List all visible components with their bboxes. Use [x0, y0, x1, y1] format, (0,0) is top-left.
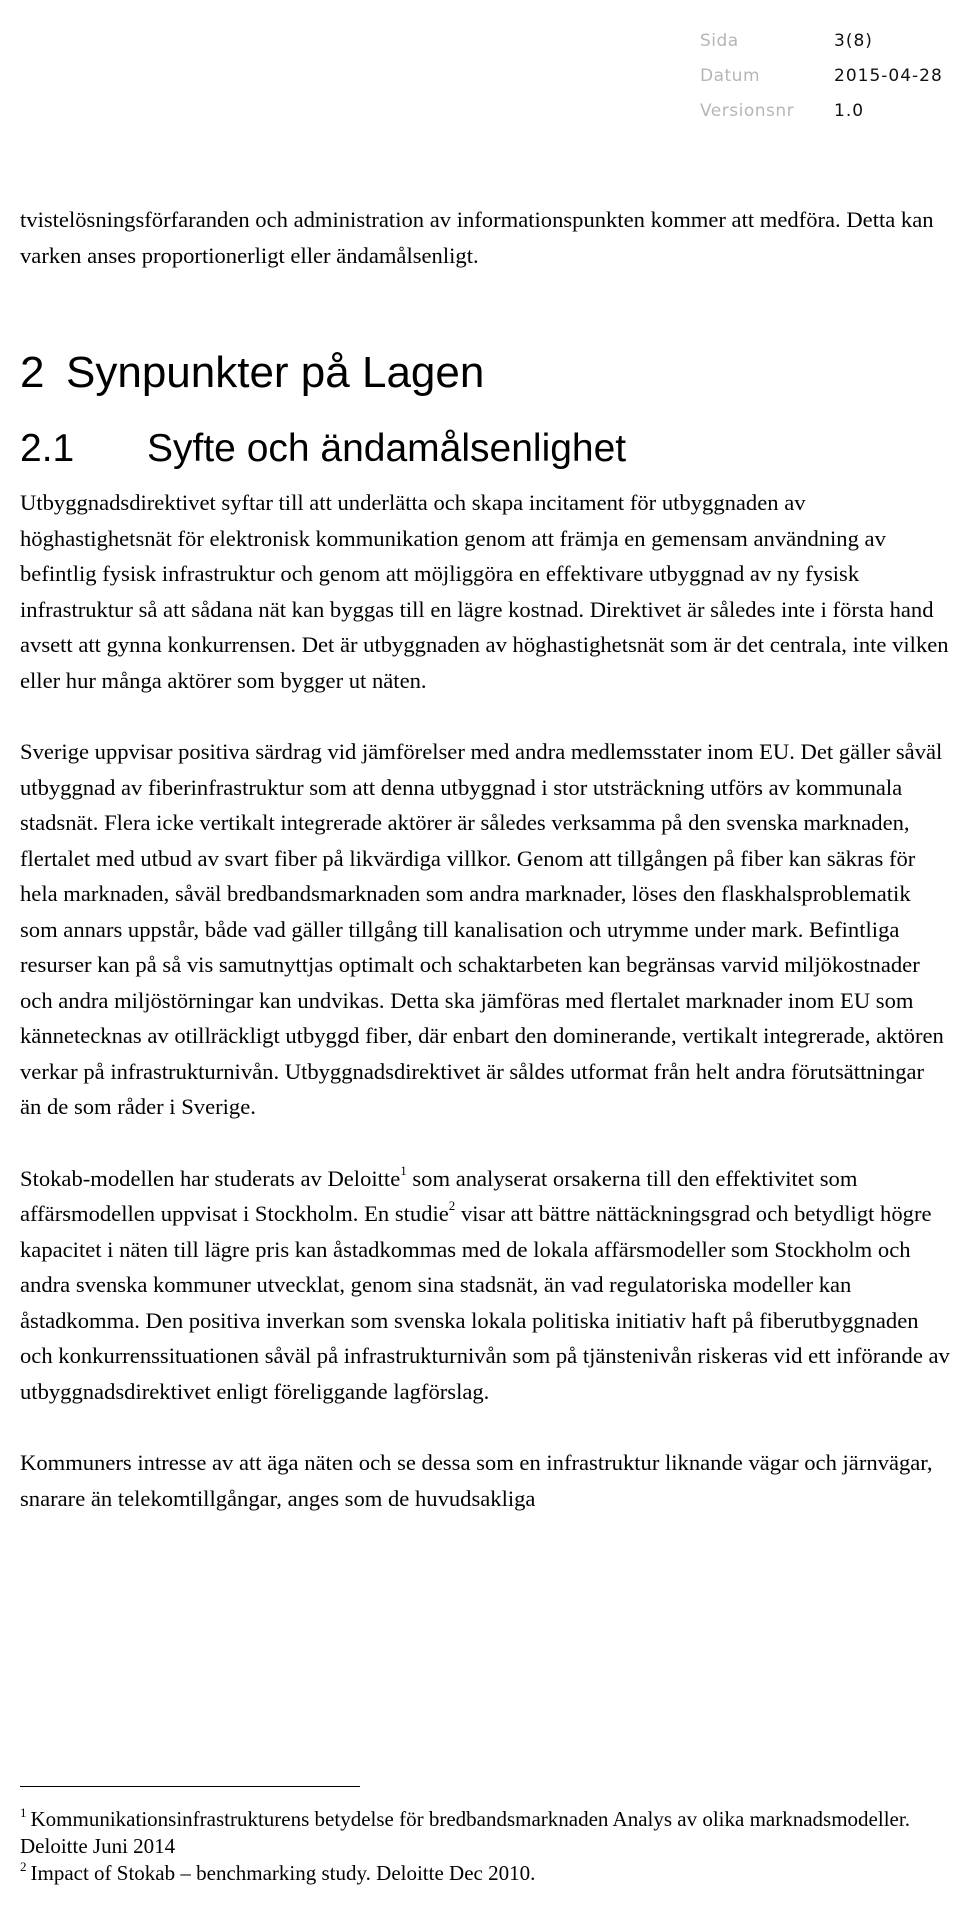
page-value: 3(8)	[834, 31, 873, 51]
paragraph-3-part-a: Stokab-modellen har studerats av Deloitte	[20, 1165, 401, 1191]
footnote-separator	[20, 1786, 360, 1787]
footnotes	[20, 1806, 950, 1887]
footnote-1-number: 1	[20, 1805, 27, 1820]
footnote-2	[20, 1860, 950, 1887]
page-number-row	[700, 24, 950, 59]
paragraph-4: Kommuners intresse av att äga näten och se dessa som en infrastruktur liknande vägar och järnvägar, snarare än telekomtillgångar, anges som de huvudsakliga	[20, 1450, 933, 1511]
version-row	[700, 94, 950, 129]
paragraph-3-part-c: visar att bättre nättäckningsgrad och betydligt högre kapacitet i näten till lägre pris kan åstadkommas med de lokala affärsmodeller som Stockholm och andra svenska kommuner utvecklat, genom sina stadsnät, än vad regulatoriska modeller kan åstadkomma. Den positiva inverkan som svenska lokala politiska initiativ haft på fiberutbyggnaden och konkurrenssituationen såväl på infrastrukturnivån som på tjänstenivån riskeras vid ett införande av utbyggnadsdirektivet enligt föreliggande lagförslag.	[20, 1201, 950, 1404]
footnote-ref-1: 1	[400, 1162, 407, 1178]
paragraph-2: Sverige uppvisar positiva särdrag vid jämförelser med andra medlemsstater inom EU. Det gäller såväl utbyggnad av fiberinfrastruktur som att denna utbyggnad i stor utsträckning utförs av kommunala stadsnät. Flera icke vertikalt integrerade aktörer är således verksamma på den svenska marknaden, flertalet med utbud av svart fiber på likvärdiga villkor. Genom att tillgången på fiber kan säkras för hela marknaden, såväl bredbandsmarknaden som andra marknader, löses den flaskhalsproblematik som annars uppstår, både vad gäller tillgång till kanalisation och utrymme under mark. Befintliga resurser kan på så vis samutnyttjas optimalt och schaktarbeten kan begränsas varvid miljökostnader och andra miljöstörningar kan undvikas. Detta ska jämföras med flertalet marknader inom EU som kännetecknas av otillräckligt utbyggd fiber, där enbart den dominerande, vertikalt integrerade, aktören verkar på infrastrukturnivån. Utbyggnadsdirektivet är såldes utformat från helt andra förutsättningar än de som råder i Sverige.	[20, 739, 944, 1119]
version-value: 1.0	[834, 101, 865, 121]
intro-paragraph: tvistelösningsförfaranden och administration av informationspunkten kommer att medföra. Detta kan varken anses proportionerligt eller ändamålsenligt.	[20, 207, 934, 268]
document-header-meta	[700, 24, 950, 129]
footnote-2-number: 2	[20, 1859, 27, 1874]
footnote-1	[20, 1806, 950, 1860]
footnote-ref-2: 2	[448, 1198, 456, 1213]
version-label: Versionsnr	[700, 101, 795, 121]
subsection-number: 2.1	[20, 427, 75, 470]
paragraph-3	[20, 1161, 950, 1410]
date-label: Datum	[700, 66, 761, 86]
page-label: Sida	[700, 31, 739, 51]
paragraph-3-part-b: som analyserat orsakerna till den effektivitet som affärsmodellen uppvisat i Stockholm. En studie	[20, 1165, 858, 1226]
document-body	[20, 202, 950, 1516]
section-heading	[20, 343, 950, 403]
subsection-title: Syfte och ändamålsenlighet	[147, 427, 627, 470]
section-number: 2	[20, 348, 45, 397]
footnote-1-text: Kommunikationsinfrastrukturens betydelse för bredbandsmarknaden Analys av olika marknadsmodeller. Deloitte Juni 2014	[20, 1807, 910, 1858]
subsection-heading	[20, 419, 950, 479]
paragraph-1: Utbyggnadsdirektivet syftar till att underlätta och skapa incitament för utbyggnaden av höghastighetsnät för elektronisk kommunikation genom att främja en gemensam användning av befintlig fysisk infrastruktur och genom att möjliggöra en effektivare utbyggnad av ny fysisk infrastruktur så att sådana nät kan byggas till en lägre kostnad. Direktivet är således inte i första hand avsett att gynna konkurrensen. Det är utbyggnaden av höghastighetsnät som är det centrala, inte vilken eller hur många aktörer som bygger ut näten.	[20, 490, 949, 693]
section-title: Synpunkter på Lagen	[66, 348, 485, 397]
date-value: 2015-04-28	[834, 66, 943, 86]
date-row	[700, 59, 950, 94]
footnote-2-text: Impact of Stokab – benchmarking study. Deloitte Dec 2010.	[30, 1861, 536, 1885]
